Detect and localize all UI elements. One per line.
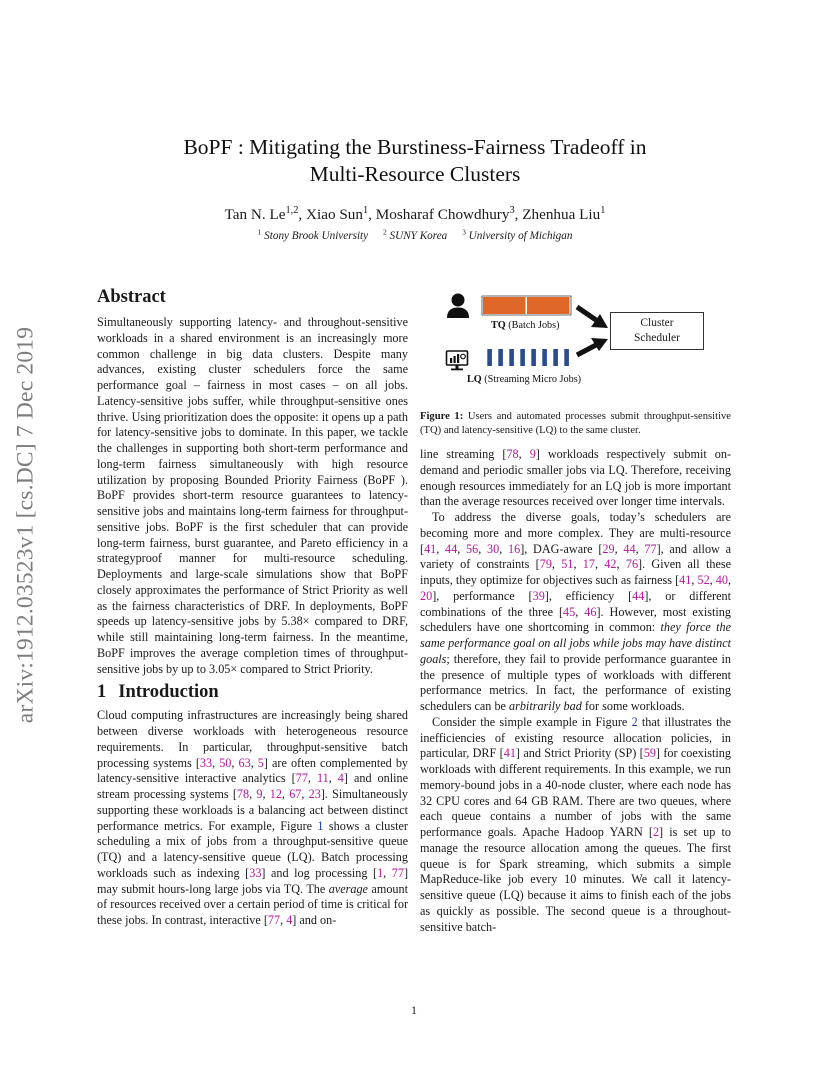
lq-job-block bbox=[553, 349, 558, 366]
emphasis-text: arbitrarily bad bbox=[509, 699, 582, 713]
automated-process-monitor-icon bbox=[447, 351, 468, 370]
arxiv-identifier-stamp bbox=[4, 290, 48, 760]
tq-queue-bar bbox=[482, 296, 571, 315]
lq-to-scheduler-arrow bbox=[577, 338, 608, 355]
affiliation bbox=[257, 227, 369, 242]
citation-link[interactable]: 40 bbox=[715, 573, 728, 587]
citation-link[interactable]: 12 bbox=[269, 787, 282, 801]
tq-label-bold: TQ bbox=[491, 320, 506, 331]
lq-job-block bbox=[531, 349, 536, 366]
affil-sup: 2 bbox=[382, 227, 387, 237]
title-line-2: Multi-Resource Clusters bbox=[309, 162, 521, 186]
user-person-icon bbox=[447, 294, 469, 319]
citation-link[interactable]: 16 bbox=[508, 541, 521, 556]
abstract-text: Simultaneously supporting latency- and throughout-sensitive workloads in a shared environment is an increasingly more common challenge in big data clusters. Despite many advances, existing cluster schedulers force the same performance goal – fairness in most cases – on all jobs. Latency-sensitive jobs suffer, while throughput-sensitive ones thrive. Using prioritization does the opposite: it opens up a path for latency-sensitive jobs to dominate. In this paper, we tackle the challenges in supporting both short-term performance and long-term fairness simultaneously with high resource utilization by proposing Bounded Priority Fairness (BoPF ). BoPF provides short-term resource guarantees to latency-sensitive jobs and maintains long-term fairness for throughput-sensitive jobs. BoPF is the first scheduler that can provide long-term fairness, burst guarantee, and Pareto efficiency in a strategyproof manner for multi-resource scheduling. Deployments and large-scale simulations show that BoPF closely approximates the performance of Strict Priority as well as the fairness characteristics of DRF. In deployments, BoPF speeds up latency-sensitive jobs by 5.38× compared to DRF, while still maintaining long-term fairness. In the meantime, BoPF improves the average completion times of throughput-sensitive jobs by up to 3.05× compared to Strict Priority. bbox=[97, 315, 408, 676]
citation-link[interactable]: 59 bbox=[643, 746, 656, 761]
figure-1-caption bbox=[420, 410, 731, 438]
section-heading-introduction bbox=[97, 681, 408, 703]
lq-label-bold: LQ bbox=[467, 374, 482, 385]
tq-label bbox=[491, 320, 560, 331]
lq-job-block bbox=[542, 349, 547, 366]
citation-link[interactable]: 42 bbox=[604, 557, 617, 572]
citation-link[interactable]: 44 bbox=[623, 541, 636, 556]
citation-link[interactable]: 67 bbox=[289, 787, 302, 801]
citation-link[interactable]: 33 bbox=[199, 755, 213, 770]
citation-link[interactable]: 11 bbox=[316, 771, 329, 786]
scheduler-line-2: Scheduler bbox=[634, 332, 680, 344]
affiliation-list bbox=[98, 228, 732, 244]
figure-reference-link[interactable]: 1 bbox=[317, 818, 324, 833]
citation-link[interactable]: 52 bbox=[697, 573, 710, 587]
author-name: Mosharaf Chowdhury bbox=[375, 206, 510, 223]
citation-link[interactable]: 41 bbox=[424, 541, 437, 556]
lq-job-block bbox=[520, 349, 525, 366]
author-affil-sup: 1 bbox=[362, 204, 369, 216]
page-number: 1 bbox=[411, 1003, 417, 1017]
citation-link[interactable]: 77 bbox=[267, 913, 281, 927]
tq-label-rest: (Batch Jobs) bbox=[505, 320, 560, 331]
affil-name: SUNY Korea bbox=[389, 230, 448, 242]
citation-link[interactable]: 77 bbox=[391, 865, 404, 880]
citation-link[interactable]: 45 bbox=[563, 604, 576, 619]
section-number: 1 bbox=[97, 682, 107, 703]
left-column bbox=[97, 286, 408, 929]
scheduler-line-1: Cluster bbox=[640, 317, 674, 329]
affiliation bbox=[462, 227, 573, 242]
citation-link[interactable]: 29 bbox=[602, 541, 615, 556]
right-paragraph-2: To address the diverse goals, today’s schedulers are becoming more and more complex. They are multi-resource [41, 44, 56, 30, 16], DAG-aware [29, 44, 77], and allow a variety of constraints [79, 51, 17, 42, 76]. Given all these inputs, they optimize for objectives such as fairness [41, 52, 40, 20], performance [39], efficiency [44], or different combinations of the three [45, 46]. However, most existing schedulers have one shortcoming in common: they force the same performance goal on all jobs while jobs may have distinct goals; therefore, they fail to provide performance guarantee in the presence of multiple types of workloads with different performance metrics. In fact, the performance of existing schedulers can be arbitrarily bad for some workloads. bbox=[420, 510, 732, 713]
author-affil-sup: 1,2 bbox=[285, 204, 299, 216]
lq-job-block bbox=[487, 349, 492, 366]
tq-to-scheduler-arrow bbox=[577, 307, 608, 328]
lq-job-block bbox=[564, 349, 569, 366]
citation-link[interactable]: 9 bbox=[256, 787, 263, 801]
emphasis-text: average bbox=[328, 881, 368, 896]
affil-sup: 3 bbox=[462, 227, 466, 237]
citation-link[interactable]: 20 bbox=[420, 588, 433, 603]
caption-text: Users and automated processes submit throughput-sensitive (TQ) and latency-sensitive (LQ) to the same cluster. bbox=[420, 411, 732, 436]
citation-link[interactable]: 79 bbox=[539, 557, 552, 572]
citation-link[interactable]: 41 bbox=[679, 573, 692, 587]
affil-sup: 1 bbox=[257, 227, 262, 237]
citation-link[interactable]: 76 bbox=[625, 557, 639, 572]
author-separator: , bbox=[298, 206, 307, 223]
citation-link[interactable]: 63 bbox=[238, 755, 251, 770]
citation-link[interactable]: 30 bbox=[487, 541, 500, 556]
lq-job-block bbox=[498, 349, 503, 366]
citation-link[interactable]: 50 bbox=[219, 755, 232, 770]
right-column bbox=[420, 410, 731, 935]
citation-link[interactable]: 9 bbox=[529, 447, 536, 461]
right-paragraph-3: Consider the simple example in Figure 2 that illustrates the inefficiencies of existing resource allocation policies, in particular, DRF [41] and Strict Priority (SP) [59] for coexisting workloads with different requirements. In this example, we run memory-bound jobs in a 40-node cluster, where each node has 32 CPU cores and 64 GB RAM. There are two queues, where each queue contains a number of jobs with the same performance goals. Apache Hadoop YARN [2] is set up to manage the resource allocation among the queues. The first queue is for Spark streaming, which submits a simple MapReduce-like job every 10 minutes. We call it latency-sensitive queue (LQ) because it aims to finish each of the jobs as quickly as possible. The second queue is a throughout-sensitive batch- bbox=[420, 714, 731, 934]
author-affil-sup: 3 bbox=[509, 204, 515, 216]
section-title: Introduction bbox=[118, 682, 219, 703]
citation-link[interactable]: 1 bbox=[377, 865, 384, 880]
citation-link[interactable]: 46 bbox=[584, 604, 597, 619]
citation-link[interactable]: 17 bbox=[582, 557, 595, 572]
intro-paragraph-1: Cloud computing infrastructures are increasingly being shared between diverse workloads with heterogeneous resource requirements. In particular, throughput-sensitive batch processing systems [33, 50, 63, 5] are often complemented by latency-sensitive interactive analytics [77, 11, 4] and online stream processing systems [78, 9, 12, 67, 23]. Simultaneously supporting these workloads is a balancing act between distinct performance metrics. For example, Figure 1 shows a cluster scheduling a mix of jobs from a throughput-sensitive queue (TQ) and a latency-sensitive queue (LQ). Batch processing workloads such as indexing [33] and log processing [1, 77] may submit hours-long large jobs via TQ. The average amount of resources received over a certain period of time is critical for these jobs. In contrast, interactive [77, 4] and on- bbox=[97, 708, 409, 927]
citation-link[interactable]: 23 bbox=[308, 787, 321, 801]
citation-link[interactable]: 44 bbox=[632, 588, 645, 603]
citation-link[interactable]: 39 bbox=[532, 588, 545, 603]
citation-link[interactable]: 4 bbox=[286, 913, 293, 927]
lq-label bbox=[467, 374, 581, 385]
arxiv-id-text: arXiv:1912.03523v1 [cs.DC] 7 Dec 2019 bbox=[12, 326, 39, 724]
lq-queue-bar bbox=[487, 349, 569, 366]
author-name: Tan N. Le bbox=[224, 206, 286, 223]
citation-link[interactable]: 2 bbox=[652, 825, 660, 839]
caption-label: Figure 1: bbox=[420, 411, 464, 422]
affil-name: University of Michigan bbox=[468, 230, 573, 242]
citation-link[interactable]: 78 bbox=[236, 787, 250, 801]
affiliation bbox=[382, 227, 448, 242]
author-list bbox=[98, 205, 732, 225]
citation-link[interactable]: 77 bbox=[644, 541, 657, 556]
author-affil-sup: 1 bbox=[600, 204, 606, 216]
citation-link[interactable]: 4 bbox=[337, 771, 344, 786]
citation-link[interactable]: 44 bbox=[445, 541, 458, 556]
affil-name: Stony Brook University bbox=[264, 230, 369, 242]
author-name: Xiao Sun bbox=[306, 206, 363, 223]
author-separator: , bbox=[368, 206, 376, 223]
citation-link[interactable]: 33 bbox=[249, 865, 262, 880]
lq-job-block bbox=[509, 349, 514, 366]
abstract-heading: Abstract bbox=[97, 287, 166, 307]
citation-link[interactable]: 78 bbox=[506, 447, 519, 461]
lq-label-rest: (Streaming Micro Jobs) bbox=[481, 374, 582, 385]
title-line-1: BoPF : Mitigating the Burstiness-Fairness Tradeoff in bbox=[183, 135, 647, 159]
citation-link[interactable]: 56 bbox=[466, 541, 479, 556]
tq-job-block bbox=[527, 297, 570, 314]
author-name: Zhenhua Liu bbox=[522, 206, 601, 223]
tq-job-block bbox=[483, 297, 526, 314]
author-separator: , bbox=[514, 206, 523, 223]
citation-link[interactable]: 41 bbox=[503, 746, 516, 761]
citation-link[interactable]: 5 bbox=[257, 755, 264, 770]
figure-1-diagram bbox=[436, 289, 732, 401]
cluster-scheduler-box bbox=[610, 312, 704, 350]
right-paragraph-1: line streaming [78, 9] workloads respectively submit on-demand and periodic smaller jobs via LQ. Therefore, receiving enough resources immediately for an LQ job is more important than the average resources received over longer time intervals. bbox=[420, 447, 732, 509]
paper-title bbox=[98, 134, 732, 188]
emphasis-text: they force the same performance goal on all jobs while jobs may have distinct goals bbox=[420, 620, 731, 666]
citation-link[interactable]: 77 bbox=[295, 771, 308, 786]
citation-link[interactable]: 51 bbox=[561, 557, 574, 572]
figure-reference-link[interactable]: 2 bbox=[631, 714, 638, 729]
